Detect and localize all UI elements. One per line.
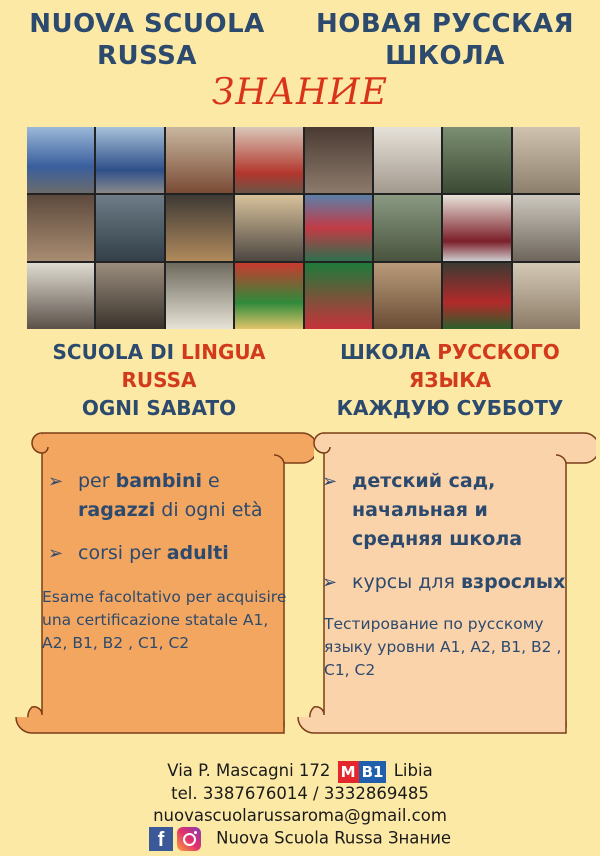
heading-italian xyxy=(18,338,300,422)
heading-highlight: РУССКОГО ЯЗЫКА xyxy=(408,340,560,392)
address: Via P. Mascagni 172 xyxy=(167,761,331,780)
arrow-bullet-icon: ➢ xyxy=(322,471,338,492)
collage-photo xyxy=(96,195,163,261)
heading-schedule: OGNI SABATO xyxy=(81,396,237,420)
collage-photo xyxy=(513,127,580,193)
arrow-bullet-icon: ➢ xyxy=(48,471,64,492)
email-link[interactable]: nuovascuolarussaroma@gmail.com xyxy=(153,805,447,825)
collage-photo xyxy=(166,195,233,261)
collage-photo xyxy=(166,127,233,193)
social-line xyxy=(0,827,600,851)
contact-footer xyxy=(0,760,600,851)
heading-part: SCUOLA DI xyxy=(52,340,182,364)
collage-photo xyxy=(374,195,441,261)
social-name: Nuova Scuola Russa Знание xyxy=(216,828,452,847)
collage-photo xyxy=(27,263,94,329)
collage-photo xyxy=(443,127,510,193)
list-item xyxy=(48,467,292,525)
collage-photo xyxy=(235,195,302,261)
collage-photo xyxy=(27,195,94,261)
collage-photo xyxy=(96,263,163,329)
collage-photo xyxy=(374,127,441,193)
brand-name: ЗНАНИЕ xyxy=(211,72,389,113)
scroll-right xyxy=(284,425,596,755)
heading-part: ШКОЛА xyxy=(340,340,438,364)
collage-photo xyxy=(513,263,580,329)
scroll-left xyxy=(2,425,314,755)
title-italian: NUOVA SCUOLA RUSSA xyxy=(29,9,265,71)
list-item xyxy=(322,467,574,554)
list-item xyxy=(48,539,292,568)
collage-photo xyxy=(166,263,233,329)
heading-russian xyxy=(308,338,592,422)
bullet-text: курсы для взрослых xyxy=(352,571,566,593)
instagram-icon[interactable] xyxy=(177,827,201,851)
arrow-bullet-icon: ➢ xyxy=(48,543,64,564)
collage-photo xyxy=(305,195,372,261)
phone: tel. 3387676014 / 3332869485 xyxy=(171,783,429,803)
exam-note: Тестирование по русскому языку уровни A1, A2, B1, B2 , C1, C2 xyxy=(324,615,562,679)
metro-icon: M B1 xyxy=(338,761,387,783)
collage-photo xyxy=(443,195,510,261)
station: Libia xyxy=(393,761,433,780)
collage-photo xyxy=(513,195,580,261)
list-item xyxy=(322,568,574,597)
collage-photo xyxy=(305,263,372,329)
collage-photo xyxy=(235,127,302,193)
exam-note: Esame facoltativo per acquisire una certificazione statale A1, A2, B1, B2 , C1, C2 xyxy=(42,588,287,652)
arrow-bullet-icon: ➢ xyxy=(322,572,338,593)
collage-photo xyxy=(443,263,510,329)
collage-photo xyxy=(96,127,163,193)
address-line xyxy=(0,760,600,783)
collage-photo xyxy=(235,263,302,329)
heading-schedule: КАЖДУЮ СУББОТУ xyxy=(336,396,564,420)
heading-highlight: LINGUA RUSSA xyxy=(121,340,266,392)
bullet-text: детский сад, начальная и средняя школа xyxy=(352,470,523,550)
collage-photo xyxy=(27,127,94,193)
bullet-text: per bambini e ragazzi di ogni età xyxy=(78,470,263,521)
photo-collage xyxy=(27,127,580,329)
collage-photo xyxy=(305,127,372,193)
facebook-icon[interactable]: f xyxy=(149,827,173,851)
title-russian: НОВАЯ РУССКАЯ ШКОЛА xyxy=(315,9,575,71)
collage-photo xyxy=(374,263,441,329)
bullet-text: corsi per adulti xyxy=(78,542,229,564)
